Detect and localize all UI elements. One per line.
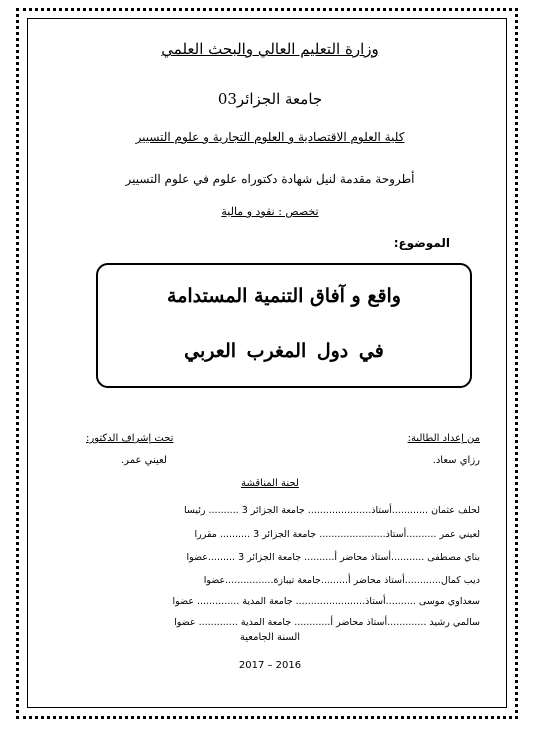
specialization: تخصص : نقود و مالية: [221, 205, 319, 218]
committee-member: سالمي رشيد .............أستاذ محاضر أ............ جامعة المدية ............. عضوا: [174, 617, 480, 628]
committee-member: سعداوي موسى ..........أستاذ....................... جامعة المدية .............. عضوا: [172, 596, 480, 607]
faculty-name: كلية العلوم الاقتصادية و العلوم التجارية و علوم التسيير: [135, 130, 405, 144]
prepared-by-label: من إعداد الطالبة:: [407, 433, 480, 444]
thesis-title-line-2: في دول المغرب العربي: [184, 340, 384, 362]
thesis-title-box: [96, 263, 472, 388]
supervised-by-label: تحت إشراف الدكتور:: [86, 433, 174, 444]
student-name: رزاي سعاد.: [432, 455, 480, 466]
committee-member: ديب كمال............أستاذ محاضر أ.........جامعة تيبازة................عضوا: [203, 575, 480, 586]
supervisor-name: لعيني عمر.: [121, 455, 167, 466]
academic-year: 2017 – 2016: [238, 660, 302, 671]
thesis-title-line-1: واقع و آفاق التنمية المستدامة: [167, 285, 401, 307]
ministry-name: وزارة التعليم العالي والبحث العلمي: [161, 40, 379, 58]
thesis-type: أطروحة مقدمة لنيل شهادة دكتوراه علوم في علوم التسيير: [125, 172, 415, 186]
subject-label: الموضوع:: [393, 236, 450, 250]
committee-member: لحلف عثمان ............أستاذ..................... جامعة الجزائر 3 .......... رئيسا: [184, 505, 480, 516]
committee-member: لعيني عمر ..........أستاذ...................... جامعة الجزائر 3 .......... مقررا: [194, 529, 480, 540]
university-name: جامعة الجزائر03: [217, 90, 323, 108]
committee-title: لجنة المناقشة: [241, 478, 299, 489]
committee-member: بناي مصطفى ...........أستاذ محاضر أ.......... جامعة الجزائر 3 .........عضوا: [186, 552, 480, 563]
academic-year-label: السنة الجامعية: [239, 632, 301, 643]
